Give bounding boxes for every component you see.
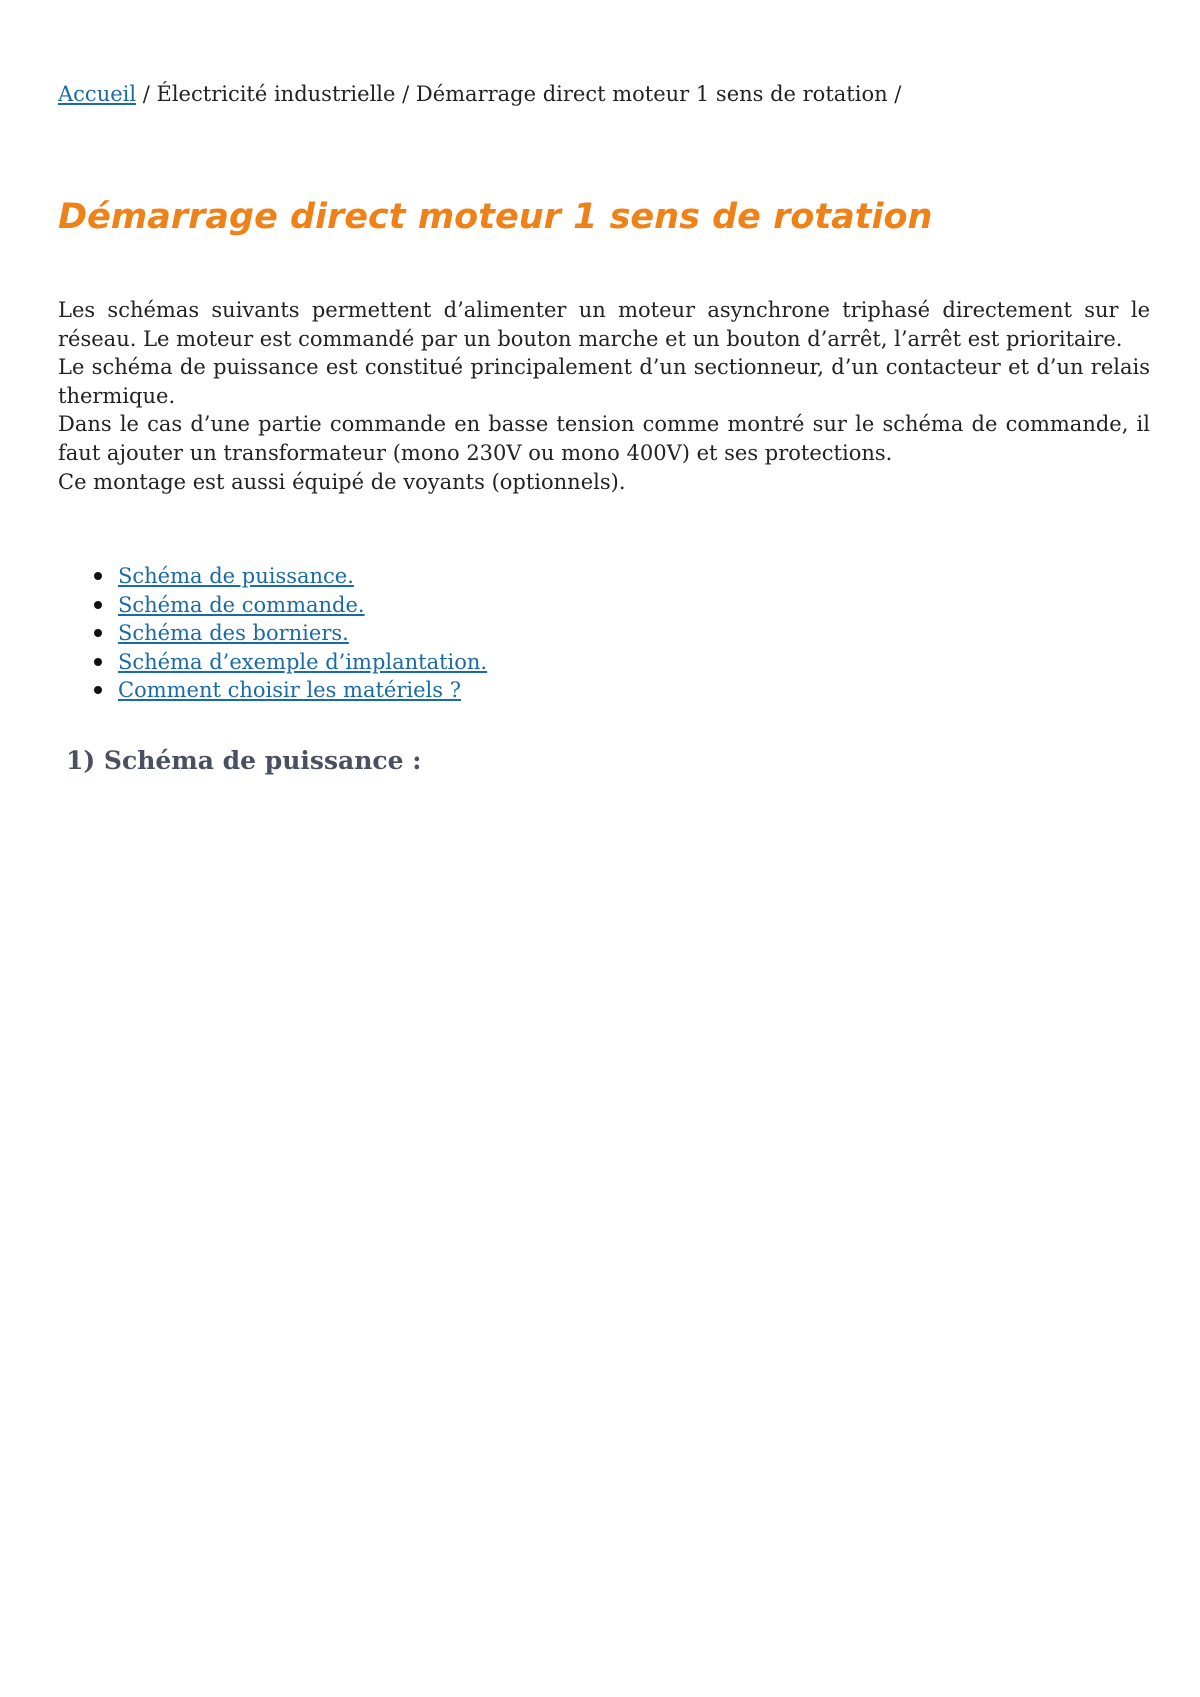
breadcrumb-separator: / xyxy=(395,82,416,106)
breadcrumb-separator: / xyxy=(887,82,902,106)
toc-item xyxy=(118,648,487,677)
bullet-icon xyxy=(94,629,102,637)
bullet-icon xyxy=(94,686,102,694)
toc-item xyxy=(118,619,487,648)
breadcrumb-separator: / xyxy=(136,82,157,106)
intro-text xyxy=(58,296,1150,496)
toc-link-schema-commande[interactable]: Schéma de commande. xyxy=(118,592,365,617)
intro-paragraph: Dans le cas d’une partie commande en basse tension comme montré sur le schéma de commande, il faut ajouter un transformateur (mono 230V ou mono 400V) et ses protections. xyxy=(58,412,1150,465)
bullet-icon xyxy=(94,572,102,580)
breadcrumb xyxy=(58,80,901,108)
breadcrumb-category: Électricité industrielle xyxy=(156,82,396,106)
toc-link-choisir-materiels[interactable]: Comment choisir les matériels ? xyxy=(118,678,461,703)
intro-paragraph: Ce montage est aussi équipé de voyants (optionnels). xyxy=(58,469,626,494)
breadcrumb-current: Démarrage direct moteur 1 sens de rotation xyxy=(415,82,888,106)
toc-item xyxy=(118,562,487,591)
toc-item xyxy=(118,591,487,620)
breadcrumb-home-link[interactable]: Accueil xyxy=(58,82,137,106)
toc-link-schema-implantation[interactable]: Schéma d’exemple d’implantation. xyxy=(118,649,488,674)
toc-item xyxy=(118,676,487,705)
table-of-contents xyxy=(58,562,487,705)
intro-paragraph: Le schéma de puissance est constitué principalement d’un sectionneur, d’un contacteur et d’un relais thermique. xyxy=(58,355,1150,408)
toc-link-schema-puissance[interactable]: Schéma de puissance. xyxy=(118,564,354,588)
bullet-icon xyxy=(94,658,102,666)
intro-paragraph: Les schémas suivants permettent d’alimenter un moteur asynchrone triphasé directement sur le réseau. Le moteur est commandé par un bouton marche et un bouton d’arrêt, l’arrêt est prioritaire. xyxy=(58,298,1150,351)
page-title: Démarrage direct moteur 1 sens de rotation xyxy=(58,197,933,237)
section-heading-puissance: 1) Schéma de puissance : xyxy=(66,746,422,775)
toc-link-schema-borniers[interactable]: Schéma des borniers. xyxy=(118,621,349,646)
bullet-icon xyxy=(94,601,102,609)
